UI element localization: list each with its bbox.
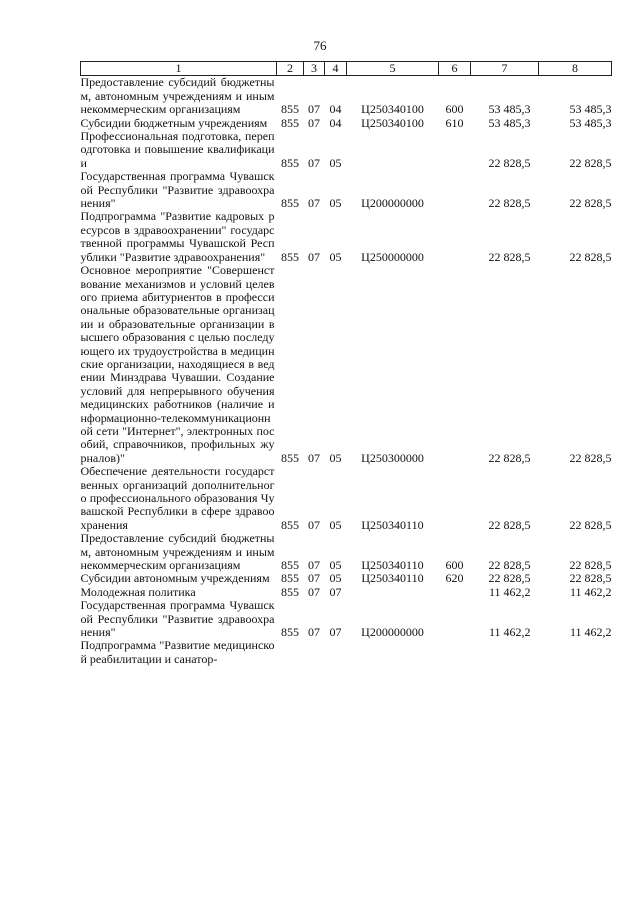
sum1-cell: 22 828,5: [488, 558, 531, 573]
vr-cell: [439, 210, 471, 264]
column-header-rz: 3: [304, 62, 325, 76]
pr-cell: 07: [329, 625, 342, 640]
pr-cell: 05: [329, 249, 342, 264]
pr-cell: 05: [329, 558, 342, 573]
sum1-cell: 11 462,2: [488, 625, 531, 640]
vr-cell: 600: [445, 558, 464, 573]
csr-cell: Ц250340100: [361, 102, 424, 117]
pr-cell: 05: [329, 517, 342, 532]
pr-cell: 05: [329, 450, 342, 465]
sum2-cell: 11 462,2: [569, 625, 612, 640]
row-name-cell: Субсидии бюджетным учреждениям: [80, 115, 268, 130]
sum2-cell: 53 485,3: [569, 115, 612, 130]
pr-cell: 04: [329, 102, 342, 117]
vr-cell: [439, 586, 471, 599]
sum2-cell: 11 462,2: [569, 584, 612, 599]
table-row: [81, 639, 612, 666]
vr-cell: [439, 639, 471, 666]
row-name-cell: Предоставление субсидий бюджетным, автономным учреждениям и иным некоммерческим организациям: [80, 75, 275, 117]
sum1-cell: 22 828,5: [488, 517, 531, 532]
csr-cell: Ц200000000: [361, 196, 424, 211]
pr-cell: 04: [329, 115, 342, 130]
rz-cell: 07: [308, 249, 320, 264]
page-number: 76: [313, 38, 327, 53]
table-row: [81, 76, 612, 117]
sum2-cell: 22 828,5: [569, 249, 612, 264]
rz-cell: 07: [308, 450, 320, 465]
rz-cell: 07: [308, 115, 320, 130]
table-row: [81, 117, 612, 130]
row-name-cell: Подпрограмма "Развитие кадровых ресурсов в здравоохранении" государственной программы Чувашской Республики "Развитие здравоохранения": [80, 209, 275, 264]
ved-cell: 855: [281, 571, 299, 586]
csr-cell: Ц200000000: [361, 625, 424, 640]
row-name-cell: Государственная программа Чувашской Республики "Развитие здравоохранения": [80, 598, 275, 640]
table-row: [81, 130, 612, 170]
ved-cell: 855: [281, 155, 299, 170]
rz-cell: 07: [308, 102, 320, 117]
sum1-cell: 22 828,5: [488, 450, 531, 465]
table-header-row: [81, 62, 612, 76]
row-name-cell: Профессиональная подготовка, переподготовка и повышение квалификации: [80, 129, 275, 170]
vr-cell: 610: [445, 115, 464, 130]
row-name-cell: Подпрограмма "Развитие медицинской реабилитации и санатор-: [80, 638, 275, 666]
rz-cell: 07: [308, 571, 320, 586]
sum1-cell: 53 485,3: [488, 102, 531, 117]
csr-cell: Ц250340110: [361, 558, 424, 573]
sum2-cell: 22 828,5: [569, 558, 612, 573]
csr-cell: Ц250300000: [361, 450, 424, 465]
vr-cell: 620: [445, 571, 464, 586]
column-header-ved: 2: [277, 62, 304, 76]
column-header-sum2: 8: [539, 62, 612, 76]
ved-cell: 855: [281, 249, 299, 264]
rz-cell: [304, 639, 325, 666]
sum1-cell: [471, 639, 539, 666]
ved-cell: [277, 639, 304, 666]
csr-cell: [347, 130, 439, 170]
ved-cell: 855: [281, 558, 299, 573]
rz-cell: 07: [308, 196, 320, 211]
pr-cell: 05: [329, 196, 342, 211]
sum1-cell: 22 828,5: [488, 155, 531, 170]
column-header-sum1: 7: [471, 62, 539, 76]
csr-cell: Ц250340100: [361, 115, 424, 130]
table-row: [81, 210, 612, 264]
sum2-cell: 22 828,5: [569, 196, 612, 211]
sum1-cell: 22 828,5: [488, 571, 531, 586]
table-row: [81, 586, 612, 599]
pr-cell: 05: [329, 155, 342, 170]
vr-cell: [439, 465, 471, 532]
csr-cell: [347, 586, 439, 599]
table-row: [81, 465, 612, 532]
sum1-cell: 22 828,5: [488, 196, 531, 211]
pr-cell: [325, 639, 347, 666]
row-name-cell: Основное мероприятие "Совершенствование механизмов и условий целевого приема абитуриентов в профессиональные образовательные организации и образовательные организации высшего образования с целью последующего их трудоустройства в медицинские организации, находящиеся в ведении Минздрава Чувашии. Создание условий для непрерывного обучения медицинских работников (наличие информационно-телекоммуникационной сети "Интернет", электронных пособий, справочников, профильных журналов)": [80, 263, 275, 465]
table-row: [81, 264, 612, 465]
vr-cell: 600: [445, 102, 464, 117]
column-header-vr: 6: [439, 62, 471, 76]
row-name-cell: Молодежная политика: [80, 584, 196, 599]
table-row: [81, 170, 612, 210]
sum1-cell: 53 485,3: [488, 115, 531, 130]
row-name-cell: Субсидии автономным учреждениям: [80, 571, 270, 586]
table-row: [81, 532, 612, 572]
budget-table: [80, 61, 612, 666]
csr-cell: [347, 639, 439, 666]
vr-cell: [439, 264, 471, 465]
pr-cell: 05: [329, 571, 342, 586]
ved-cell: 855: [281, 115, 299, 130]
row-name-cell: Обеспечение деятельности государственных организаций дополнительного профессионального образования Чувашской Республики в сфере здравоохранения: [80, 464, 275, 532]
vr-cell: [439, 130, 471, 170]
rz-cell: 07: [308, 558, 320, 573]
csr-cell: Ц250000000: [361, 249, 424, 264]
ved-cell: 855: [281, 102, 299, 117]
ved-cell: 855: [281, 517, 299, 532]
sum2-cell: 22 828,5: [569, 450, 612, 465]
ved-cell: 855: [281, 625, 299, 640]
csr-cell: Ц250340110: [361, 517, 424, 532]
table-row: [81, 572, 612, 585]
rz-cell: 07: [308, 517, 320, 532]
csr-cell: Ц250340110: [361, 571, 424, 586]
sum1-cell: 22 828,5: [488, 249, 531, 264]
rz-cell: 07: [308, 584, 320, 599]
table-row: [81, 599, 612, 639]
vr-cell: [439, 170, 471, 210]
row-name-cell: Предоставление субсидий бюджетным, автономным учреждениям и иным некоммерческим организациям: [80, 531, 275, 573]
rz-cell: 07: [308, 155, 320, 170]
sum2-cell: [539, 639, 612, 666]
sum2-cell: 22 828,5: [569, 517, 612, 532]
column-header-name: 1: [81, 62, 277, 76]
pr-cell: 07: [329, 584, 342, 599]
ved-cell: 855: [281, 196, 299, 211]
column-header-csr: 5: [347, 62, 439, 76]
ved-cell: 855: [281, 584, 299, 599]
row-name-cell: Государственная программа Чувашской Республики "Развитие здравоохранения": [80, 169, 275, 211]
sum2-cell: 53 485,3: [569, 102, 612, 117]
ved-cell: 855: [281, 450, 299, 465]
sum2-cell: 22 828,5: [569, 571, 612, 586]
column-header-pr: 4: [325, 62, 347, 76]
vr-cell: [439, 599, 471, 639]
sum2-cell: 22 828,5: [569, 155, 612, 170]
rz-cell: 07: [308, 625, 320, 640]
sum1-cell: 11 462,2: [488, 584, 531, 599]
